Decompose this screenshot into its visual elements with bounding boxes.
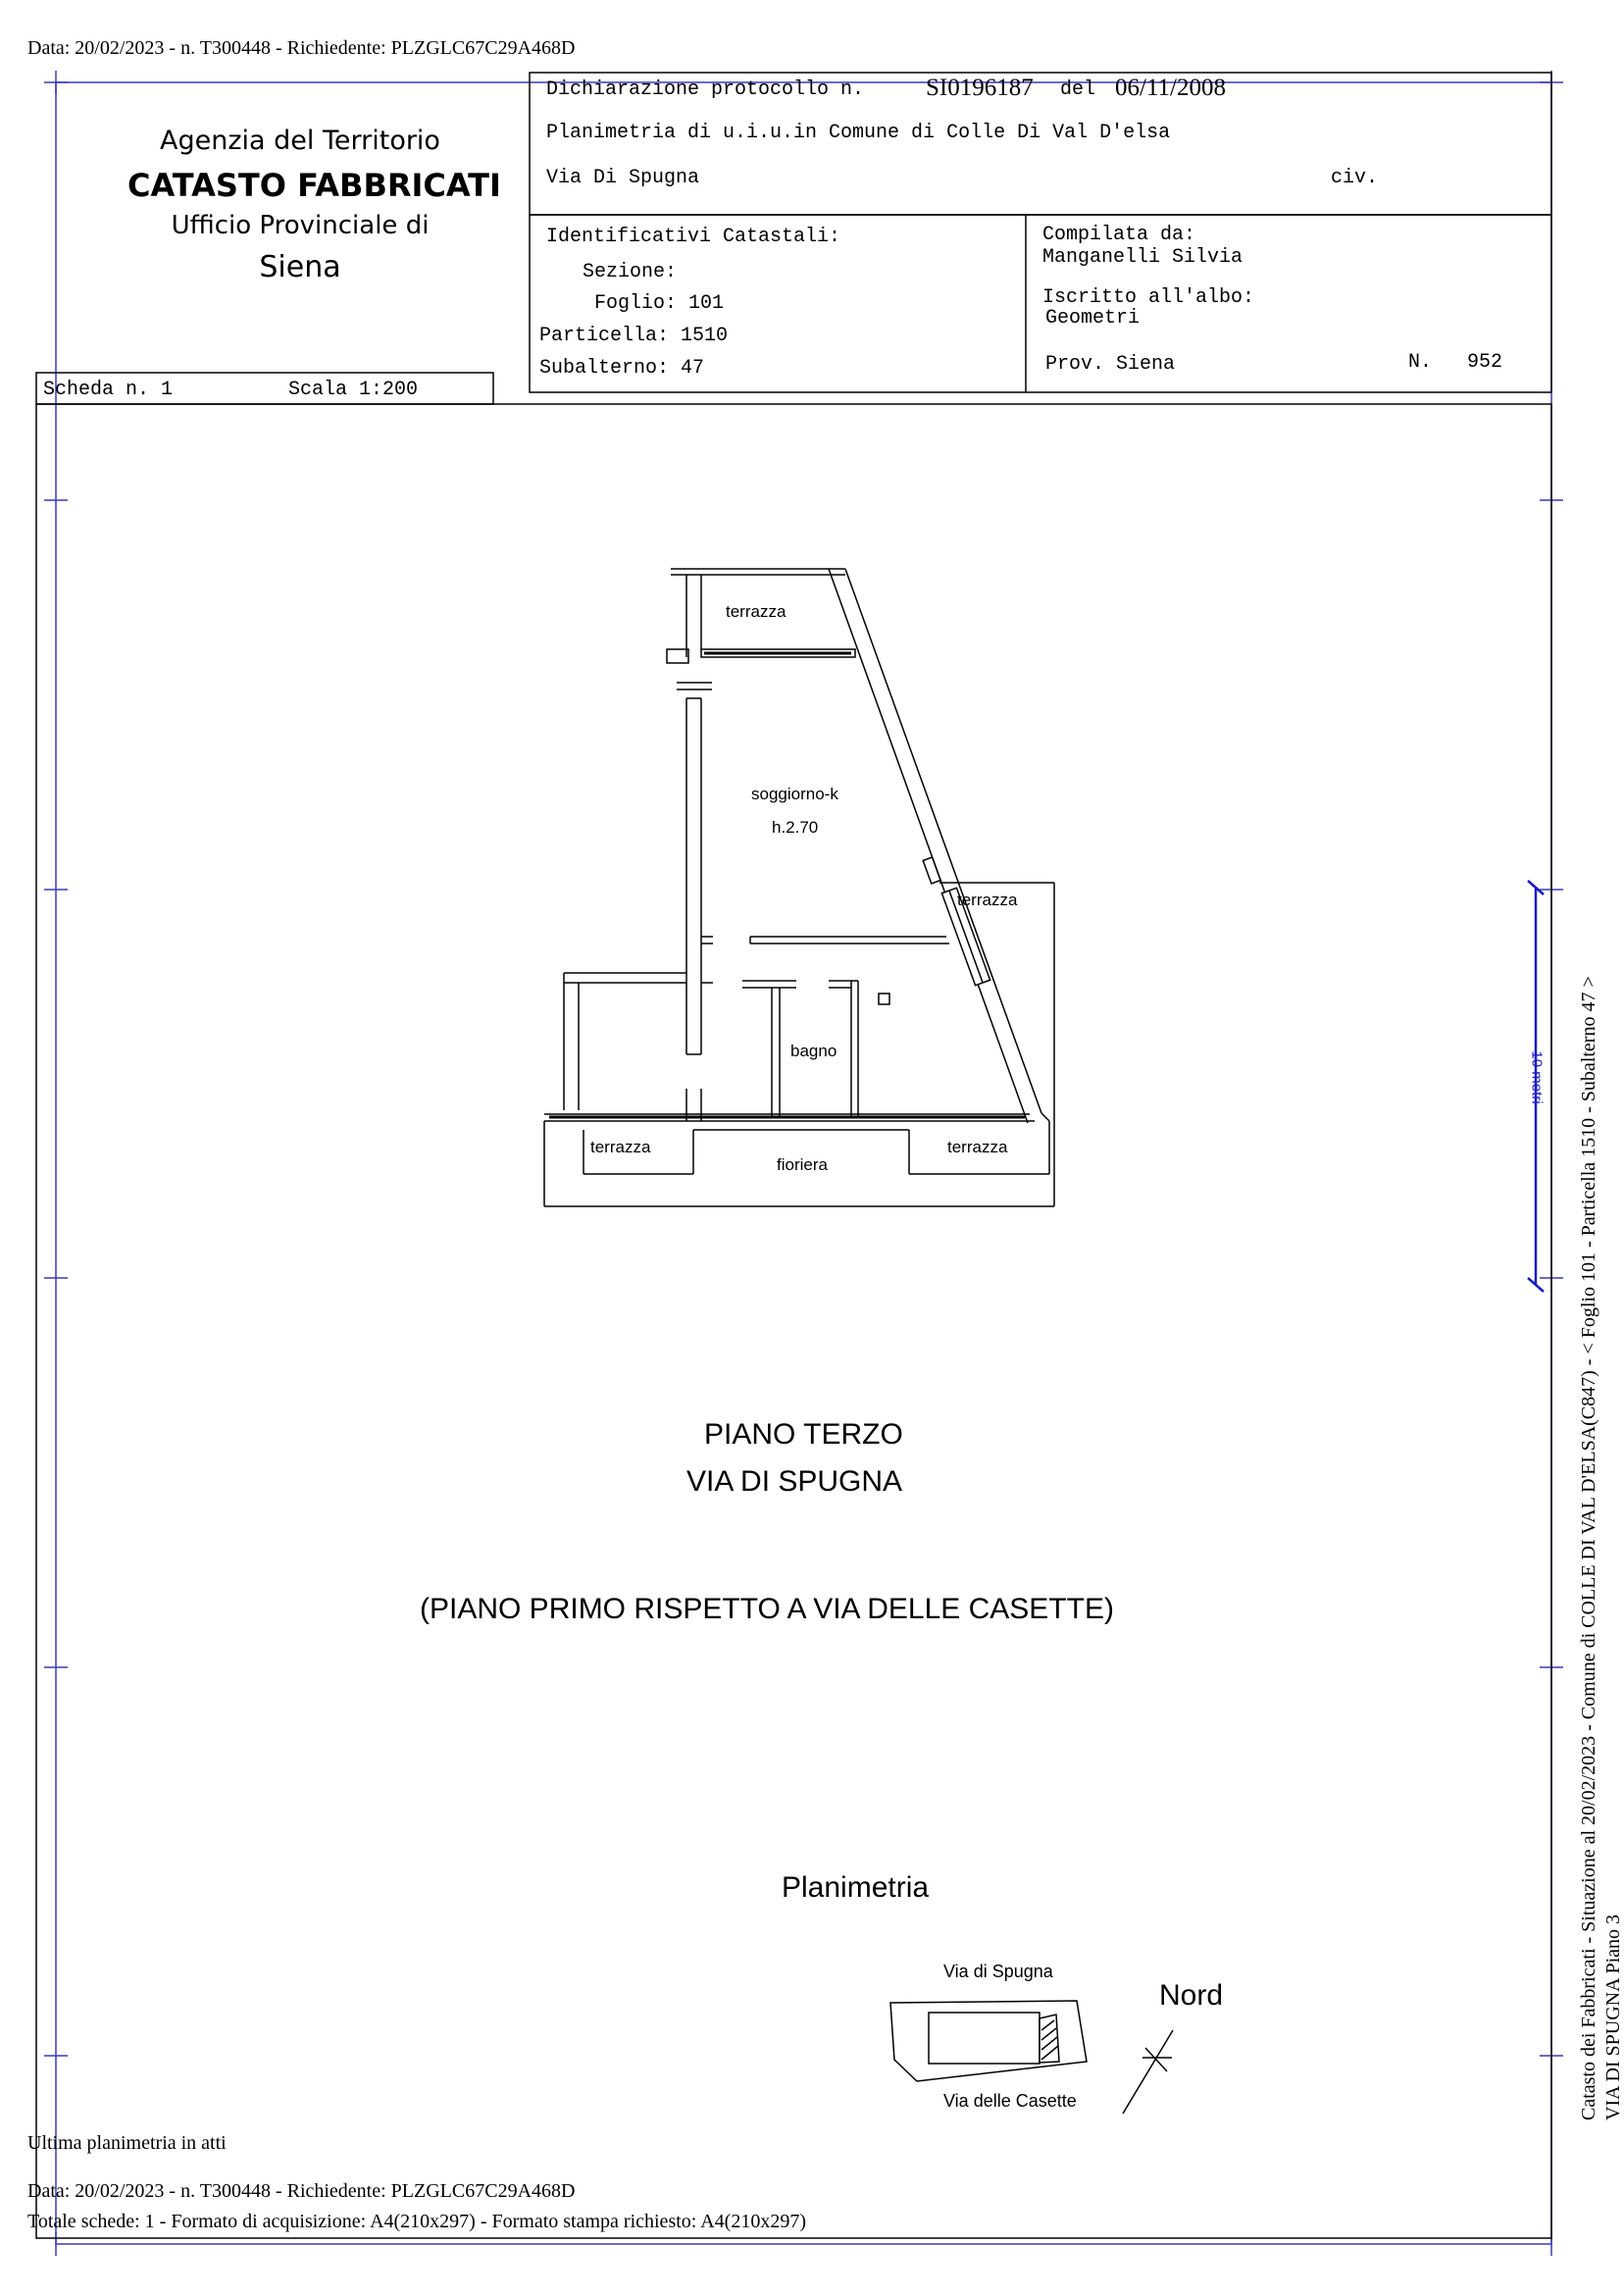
planimetria-caption: Planimetria [782,1871,930,1904]
footer-request-info: Data: 20/02/2023 - n. T300448 - Richiedente: PLZGLC67C29A468D [27,2180,576,2202]
floor-caption: PIANO TERZO [704,1418,903,1451]
site-street-bottom: Via delle Casette [943,2091,1077,2111]
particella: Particella: 1510 [539,325,729,347]
north-label: Nord [1159,1979,1224,2012]
site-street-top: Via di Spugna [943,1962,1053,1981]
registration-number-label: N. [1408,351,1433,374]
address: Via Di Spugna [546,167,700,189]
room-terrazza-right: terrazza [957,891,1018,909]
scale-bar-label: 10 metri [1528,1050,1546,1104]
registration-number: 952 [1467,351,1503,374]
header-request-info: Data: 20/02/2023 - n. T300448 - Richiedente: PLZGLC67C29A468D [27,37,576,59]
office-city: Siena [259,250,341,284]
street-caption: VIA DI SPUGNA [686,1465,903,1498]
footer-ultima: Ultima planimetria in atti [27,2132,227,2154]
declaration-label: Dichiarazione protocollo n. [546,78,865,101]
scale-label: Scala 1:200 [288,379,419,401]
albo-value: Geometri [1045,307,1141,330]
note-caption: (PIANO PRIMO RISPETTO A VIA DELLE CASETTE) [420,1593,1114,1625]
room-terrazza-top: terrazza [726,602,787,621]
room-bagno: bagno [790,1042,837,1060]
compiler-label: Compilata da: [1042,224,1196,246]
side-text-line2: VIA DI SPUGNA Piano 3 [1602,1913,1624,2120]
subalterno: Subalterno: 47 [539,357,705,380]
agency-name: Agenzia del Territorio [160,126,440,156]
albo-label: Iscritto all'albo: [1042,286,1255,309]
scheda-number: Scheda n. 1 [43,379,174,401]
room-fioriera: fioriera [777,1155,828,1174]
room-height: h.2.70 [772,818,819,837]
room-terrazza-bottom-right: terrazza [947,1138,1008,1156]
declaration-number: SI0196187 [926,75,1034,101]
identifiers-title: Identificativi Catastali: [546,226,841,248]
declaration-date: 06/11/2008 [1115,75,1226,101]
foglio: Foglio: 101 [594,292,725,315]
side-text-line1: Catasto dei Fabbricati - Situazione al 20/02/2023 - Comune di COLLE DI VAL D'ELSA(C847) - < Foglio 101 - Particella 1510 - Subalterno 47 > [1578,976,1599,2120]
planimetria-comune: Planimetria di u.i.u.in Comune di Colle Di Val D'elsa [546,122,1171,144]
catasto-title: CATASTO FABBRICATI [127,167,501,204]
footer-totale: Totale schede: 1 - Formato di acquisizione: A4(210x297) - Formato stampa richiesto: A4(210x297) [27,2211,806,2232]
declaration-del: del [1060,78,1096,101]
compiler-name: Manganelli Silvia [1042,246,1243,269]
civic-number-label: civ. [1331,167,1379,189]
room-terrazza-left: terrazza [590,1138,651,1156]
floor-plan [544,569,1054,1206]
office-label: Ufficio Provinciale di [171,211,430,240]
room-soggiorno: soggiorno-k [751,785,838,803]
province: Prov. Siena [1045,353,1176,376]
sezione: Sezione: [583,261,678,283]
